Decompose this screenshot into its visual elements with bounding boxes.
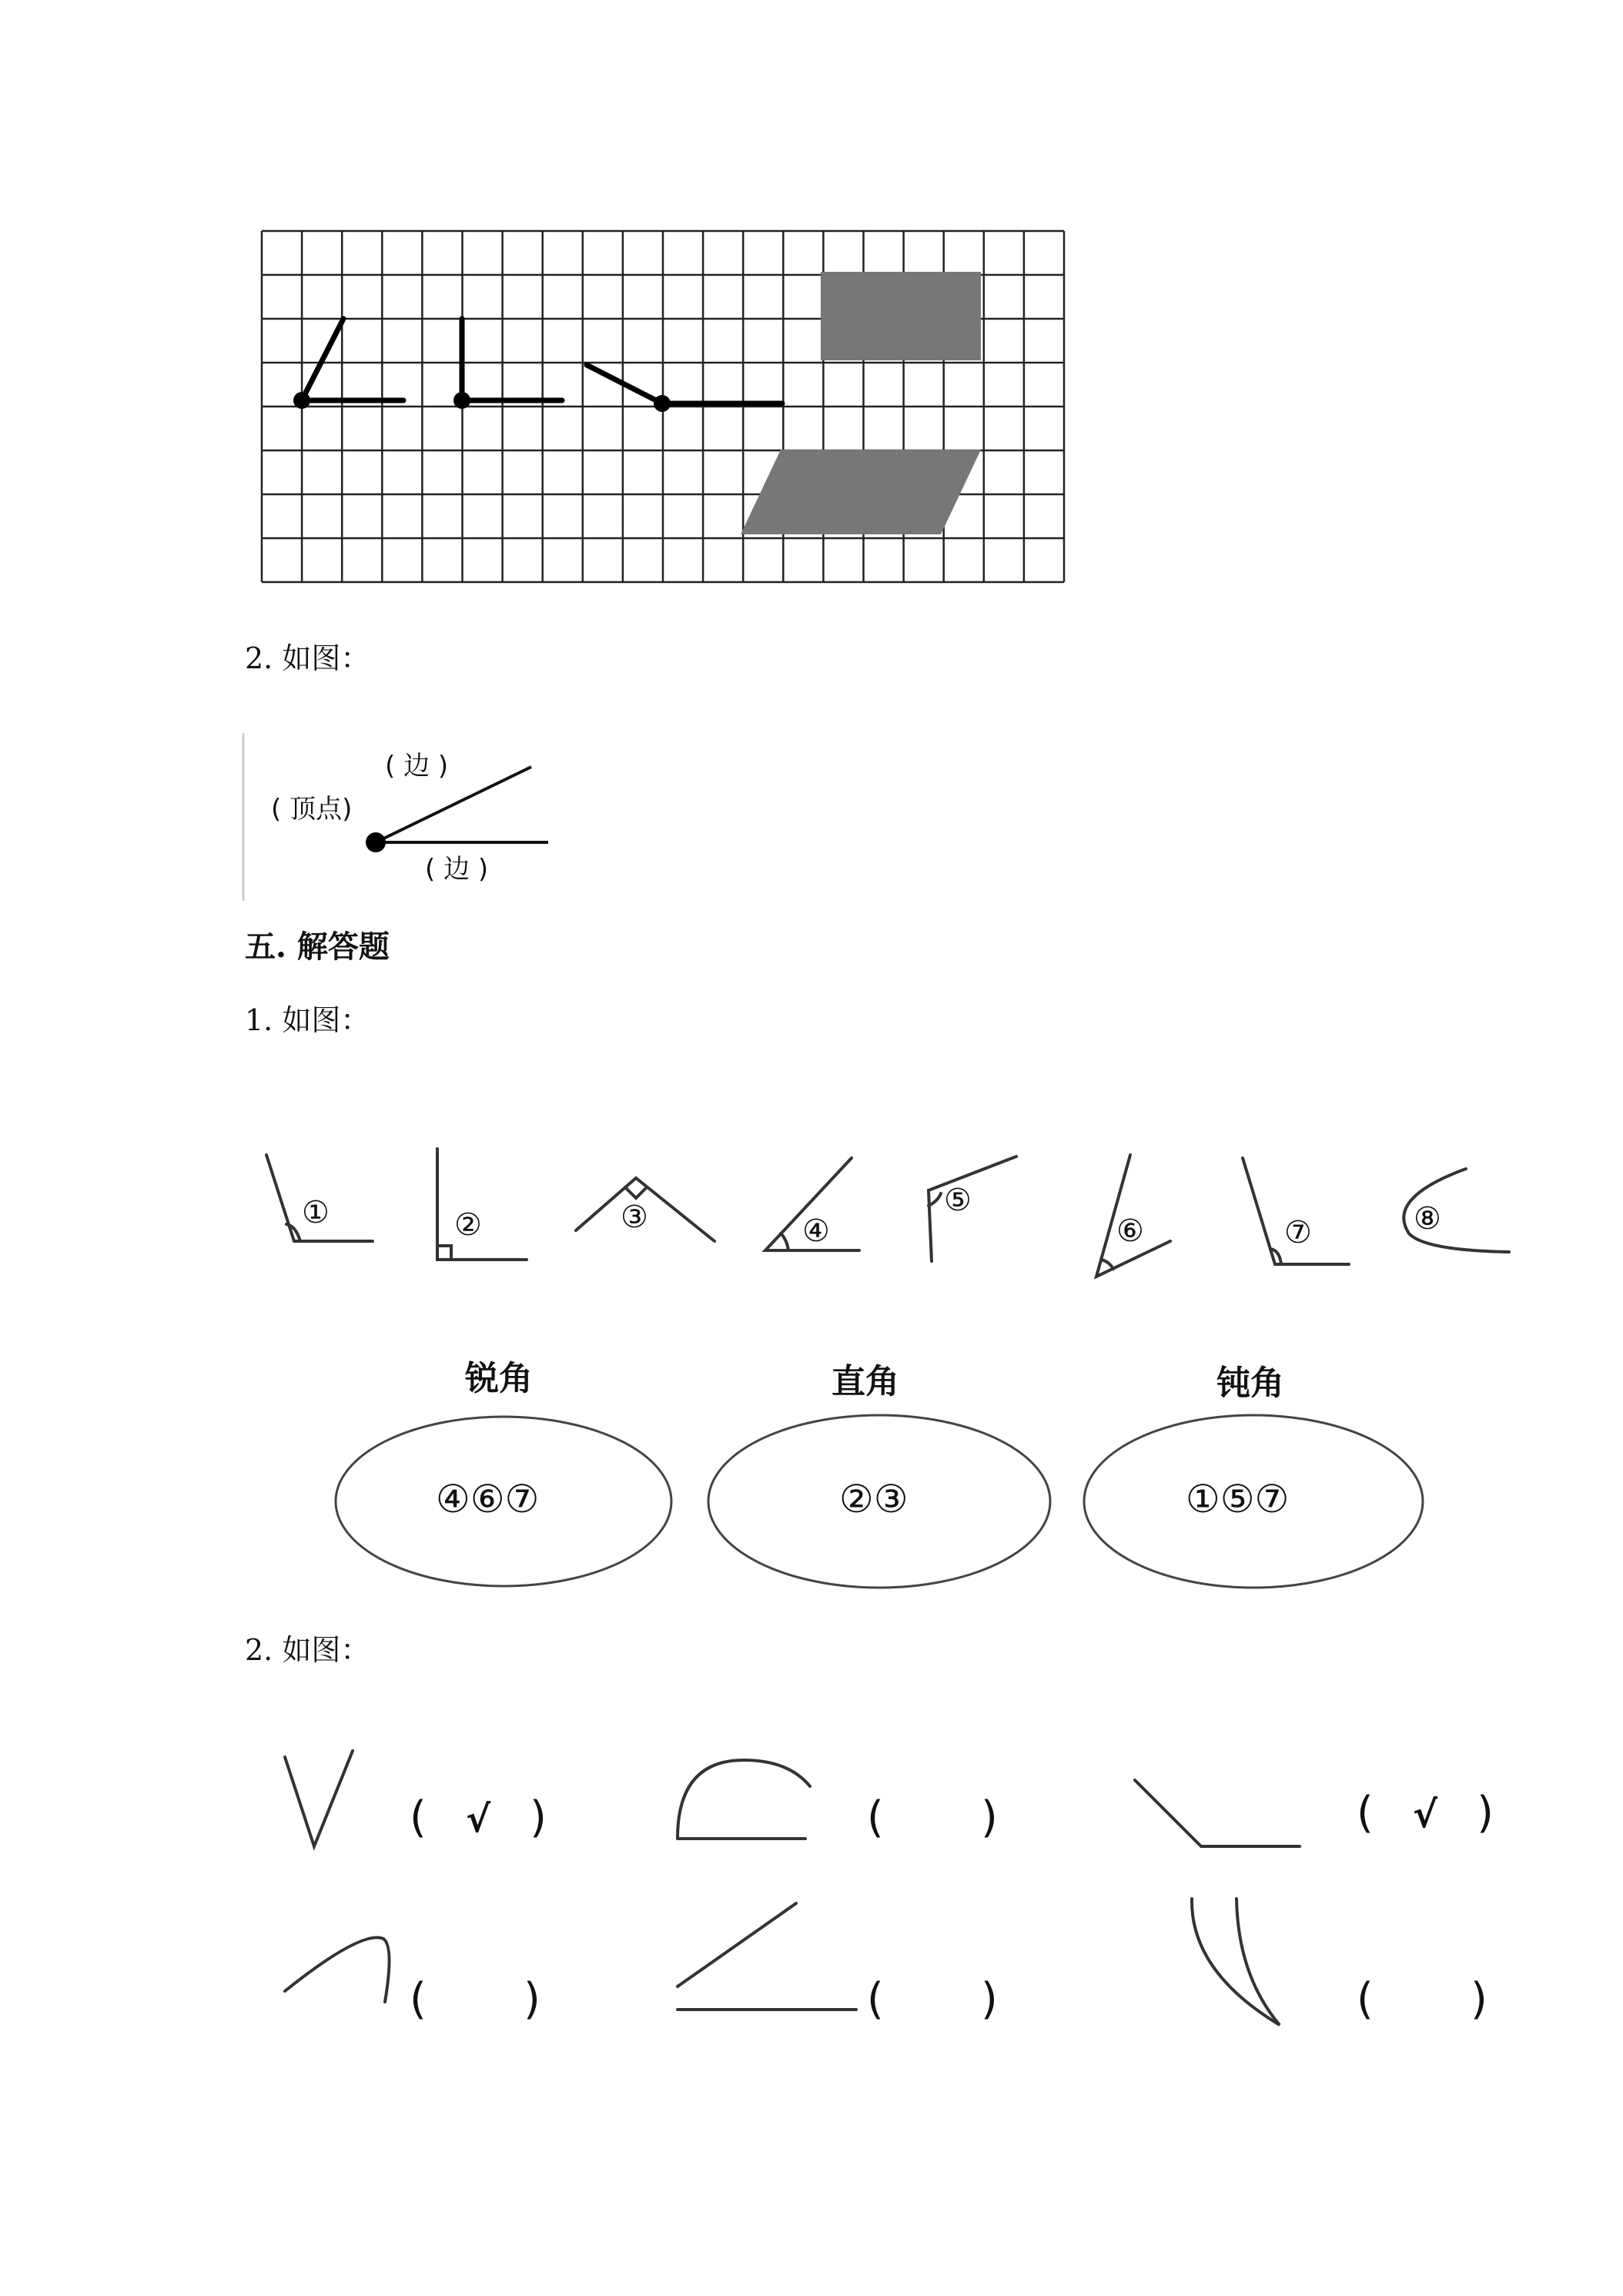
angle-number-4: ④ <box>802 1213 830 1249</box>
grid-angle-obtuse <box>587 365 782 412</box>
answer-6-close: ) <box>1471 1974 1487 2024</box>
answer-3-close: ) <box>1477 1788 1494 1838</box>
q2-top-label: 2. 如图： <box>245 641 370 675</box>
answer-6-open: ( <box>1357 1974 1374 2024</box>
angle-number-2: ② <box>454 1207 482 1243</box>
shape-semicircle <box>678 1760 810 1839</box>
answer-1-close: ) <box>530 1792 547 1842</box>
answer-5-close: ) <box>981 1974 998 2024</box>
grid-angle-acute <box>293 319 403 409</box>
shape-curved-hook <box>285 1937 390 2002</box>
answer-1-mark: √ <box>465 1798 490 1841</box>
angle-number-3: ③ <box>621 1200 648 1235</box>
answer-3 <box>1357 1788 1494 1838</box>
group-title-obtuse: 钝角 <box>1216 1364 1284 1403</box>
answer-3-mark: √ <box>1412 1793 1437 1836</box>
answer-6 <box>1357 1974 1487 2024</box>
answer-5-open: ( <box>867 1974 884 2024</box>
angle-number-1: ① <box>302 1195 330 1230</box>
angle-figure-2 <box>437 1149 527 1260</box>
shaded-parallelogram <box>741 450 981 534</box>
shaded-rectangle <box>821 272 981 360</box>
group-title-acute: 锐角 <box>465 1359 533 1398</box>
group-content-right: ②③ <box>839 1477 909 1521</box>
answer-1 <box>410 1792 547 1842</box>
angle-figures-row <box>0 1124 1623 1278</box>
angle-figure-5 <box>929 1156 1016 1261</box>
edge-label-bottom: ( 边 ) <box>425 854 489 885</box>
group-title-right: 直角 <box>832 1362 899 1401</box>
angle-number-5: ⑤ <box>944 1183 972 1218</box>
answer-2-close: ) <box>981 1792 998 1842</box>
shape-open-angle <box>678 1903 796 1986</box>
answer-4-close: ) <box>524 1974 540 2024</box>
group-content-acute: ④⑥⑦ <box>436 1477 540 1521</box>
answer-3-open: ( <box>1357 1788 1374 1838</box>
angle-number-8: ⑧ <box>1414 1201 1441 1237</box>
answer-2-open: ( <box>867 1792 884 1842</box>
grid-figure <box>0 0 1623 616</box>
group-content-obtuse: ①⑤⑦ <box>1186 1477 1290 1521</box>
answer-1-open: ( <box>410 1792 427 1842</box>
answer-5 <box>867 1974 998 2024</box>
section-heading: 五. 解答题 <box>245 929 390 965</box>
edge-label-top: ( 边 ) <box>385 751 449 782</box>
q2-label: 2. 如图： <box>245 1633 370 1667</box>
answer-4 <box>410 1974 540 2024</box>
shape-v <box>285 1751 353 1846</box>
q1-label: 1. 如图： <box>245 1003 370 1037</box>
answer-2 <box>867 1792 998 1842</box>
group-ovals <box>0 1409 1623 1594</box>
shape-bent-line <box>1135 1780 1300 1846</box>
shape-crescent <box>1192 1899 1280 2025</box>
grid-angle-right <box>453 319 562 409</box>
angle-number-7: ⑦ <box>1284 1215 1312 1250</box>
answer-4-open: ( <box>410 1974 427 2024</box>
angle-number-6: ⑥ <box>1116 1213 1144 1249</box>
vertex-label: ( 顶点) <box>271 794 353 825</box>
